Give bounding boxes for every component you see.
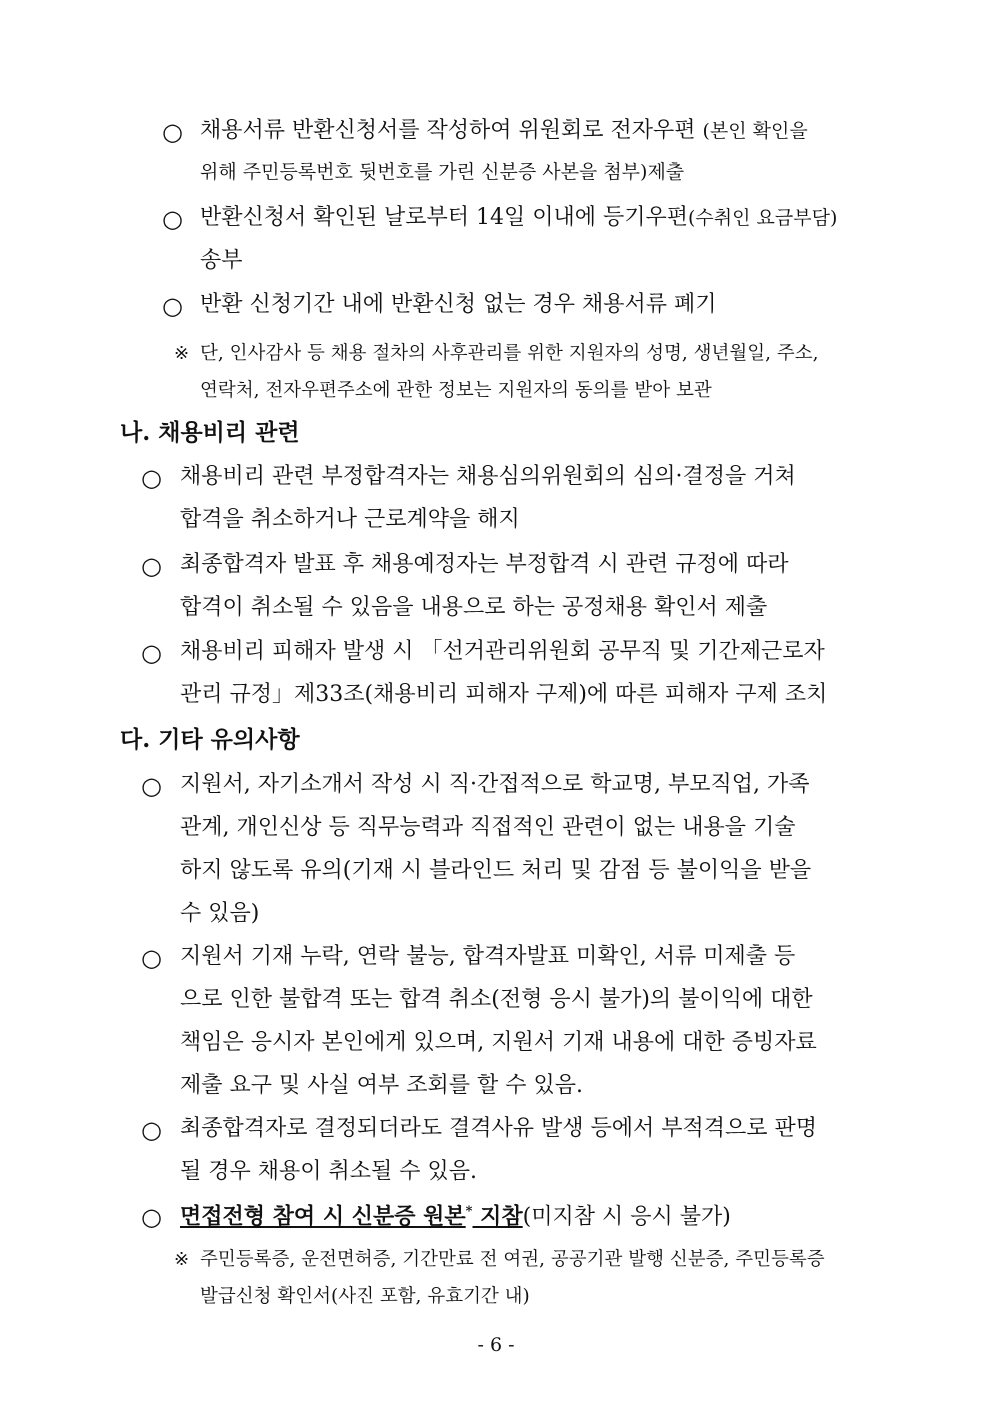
id-required-line	[180, 1205, 731, 1228]
bullet-circle: ○	[141, 1203, 162, 1231]
disqualification-line-2: 될 경우 채용이 취소될 수 있음.	[180, 1159, 477, 1184]
page-number: - 6 -	[477, 1334, 515, 1356]
victim-relief-line-1: 채용비리 피해자 발생 시 「선거관리위원회 공무직 및 기간제근로자	[180, 639, 825, 664]
note-1-line-2: 연락처, 전자우편주소에 관한 정보는 지원자의 동의를 받아 보관	[200, 380, 712, 401]
return-request-line-2: 위해 주민등록번호 뒷번호를 가린 신분증 사본을 첨부)제출	[200, 161, 685, 183]
section-heading-da: 다. 기타 유의사항	[120, 726, 300, 753]
fraud-cancel-line-2: 합격을 취소하거나 근로계약을 해지	[180, 507, 520, 532]
blind-hiring-line-2: 관계, 개인신상 등 직무능력과 직접적인 관련이 없는 내용을 기술	[180, 815, 796, 840]
responsibility-line-2: 으로 인한 불합격 또는 합격 취소(전형 응시 불가)의 불이익에 대한	[180, 987, 813, 1012]
bullet-circle: ○	[162, 292, 183, 320]
return-request-line-1	[200, 120, 808, 142]
bullet-circle: ○	[141, 1116, 162, 1144]
registered-mail-line-2: 송부	[200, 248, 243, 273]
bullet-circle: ○	[141, 639, 162, 667]
note-2-line-2: 발급신청 확인서(사진 포함, 유효기간 내)	[200, 1286, 530, 1307]
responsibility-line-3: 책임은 응시자 본인에게 있으며, 지원서 기재 내용에 대한 증빙자료	[180, 1030, 817, 1055]
asterisk-mark: *	[465, 1204, 473, 1219]
return-request-paren: (본인 확인을	[702, 120, 808, 142]
note-2-line-1: 주민등록증, 운전면허증, 기간만료 전 여권, 공공기관 발행 신분증, 주민등록증	[200, 1249, 825, 1270]
blind-hiring-line-1: 지원서, 자기소개서 작성 시 직·간접적으로 학교명, 부모직업, 가족	[180, 772, 810, 797]
section-heading-na: 나. 채용비리 관련	[120, 419, 300, 446]
responsibility-line-1: 지원서 기재 누락, 연락 불능, 합격자발표 미확인, 서류 미제출 등	[180, 944, 796, 969]
return-request-text: 채용서류 반환신청서를 작성하여 위원회로 전자우편	[200, 118, 703, 143]
blind-hiring-line-4: 수 있음)	[180, 901, 260, 926]
note-mark: ※	[174, 1249, 190, 1270]
id-required-emphasis-tail: 지참	[472, 1203, 523, 1230]
bullet-circle: ○	[141, 944, 162, 972]
bullet-circle: ○	[162, 118, 183, 146]
disposal-line: 반환 신청기간 내에 반환신청 없는 경우 채용서류 폐기	[200, 292, 717, 317]
fair-hiring-line-2: 합격이 취소될 수 있음을 내용으로 하는 공정채용 확인서 제출	[180, 595, 768, 620]
bullet-circle: ○	[141, 552, 162, 580]
blind-hiring-line-3: 하지 않도록 유의(기재 시 블라인드 처리 및 감점 등 불이익을 받을	[180, 858, 812, 883]
bullet-circle: ○	[141, 772, 162, 800]
registered-mail-text: 반환신청서 확인된 날로부터 14일 이내에 등기우편	[200, 205, 689, 230]
fraud-cancel-line-1: 채용비리 관련 부정합격자는 채용심의위원회의 심의·결정을 거쳐	[180, 464, 796, 489]
note-mark: ※	[174, 343, 190, 364]
disqualification-line-1: 최종합격자로 결정되더라도 결격사유 발생 등에서 부적격으로 판명	[180, 1116, 818, 1141]
id-required-rest: (미지참 시 응시 불가)	[522, 1204, 731, 1230]
note-1-line-1: 단, 인사감사 등 채용 절차의 사후관리를 위한 지원자의 성명, 생년월일, 주소,	[200, 343, 819, 364]
fair-hiring-line-1: 최종합격자 발표 후 채용예정자는 부정합격 시 관련 규정에 따라	[180, 552, 789, 577]
responsibility-line-4: 제출 요구 및 사실 여부 조회를 할 수 있음.	[180, 1073, 583, 1098]
registered-mail-paren: (수취인 요금부담)	[688, 207, 838, 229]
bullet-circle: ○	[162, 205, 183, 233]
id-required-emphasis: 면접전형 참여 시 신분증 원본	[180, 1203, 466, 1230]
victim-relief-line-2: 관리 규정」제33조(채용비리 피해자 구제)에 따른 피해자 구제 조치	[180, 682, 828, 707]
registered-mail-line-1	[200, 207, 837, 229]
bullet-circle: ○	[141, 464, 162, 492]
